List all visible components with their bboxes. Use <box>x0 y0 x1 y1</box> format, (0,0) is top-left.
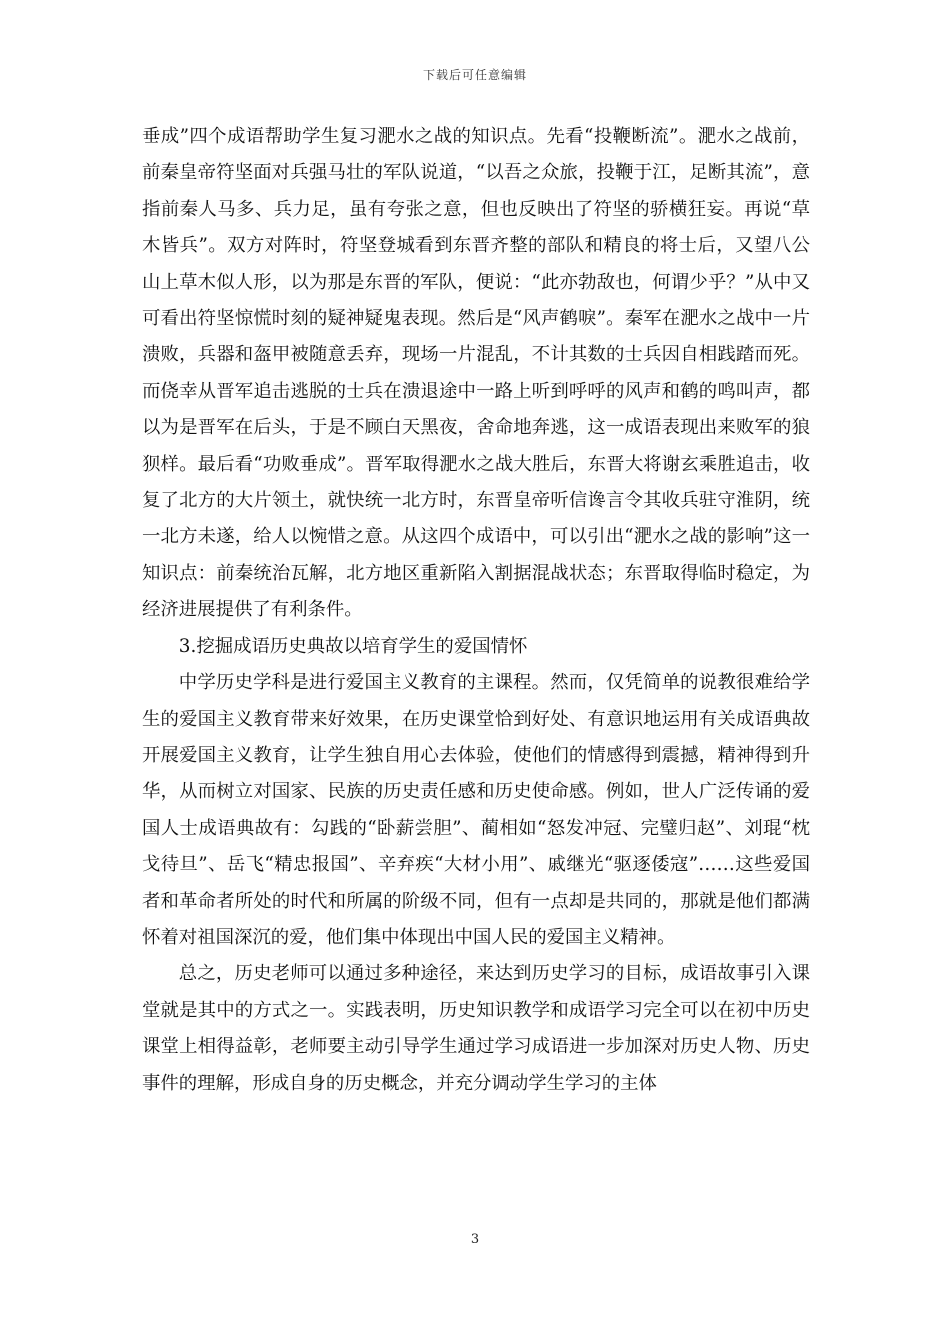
section-heading: 3.挖掘成语历史典故以培育学生的爱国情怀 <box>178 635 528 657</box>
paragraph-patriotism: 中学历史学科是进行爱国主义教育的主课程。然而，仅凭简单的说教很难给学生的爱国主义教育带来好效果，在历史课堂恰到好处、有意识地运用有关成语典故开展爱国主义教育，让学生独自用心去体验，使他们的情感得到震撼，精神得到升华，从而树立对国家、民族的历史责任感和历史使命感。例如，世人广泛传诵的爱国人士成语典故有：勾践的“卧薪尝胆”、蔺相如“怒发冲冠、完璧归赵”、刘琨“枕戈待旦”、岳飞“精忠报国”、辛弃疾“大材小用”、戚继光“驱逐倭寇”……这些爱国者和革命者所处的时代和所属的阶级不同，但有一点却是共同的，那就是他们都满怀着对祖国深沉的爱，他们集中体现出中国人民的爱国主义精神。 <box>142 672 810 948</box>
document-body <box>142 119 810 1102</box>
page-number: 3 <box>470 1232 480 1247</box>
header-note: 下载后可任意编辑 <box>422 68 527 82</box>
paragraph-conclusion: 总之，历史老师可以通过多种途径，来达到历史学习的目标，成语故事引入课堂就是其中的方式之一。实践表明，历史知识教学和成语学习完全可以在初中历史课堂上相得益彰，老师要主动引导学生通过学习成语进一步加深对历史人物、历史事件的理解，形成自身的历史概念，并充分调动学生学习的主体 <box>142 963 810 1094</box>
paragraph-feishui-idioms: 垂成”四个成语帮助学生复习淝水之战的知识点。先看“投鞭断流”。淝水之战前，前秦皇帝符坚面对兵强马壮的军队说道，“以吾之众旅，投鞭于江，足断其流”，意指前秦人马多、兵力足，虽有夸张之意，但也反映出了符坚的骄横狂妄。再说“草木皆兵”。双方对阵时，符坚登城看到东晋齐整的部队和精良的将士后，又望八公山上草木似人形，以为那是东晋的军队，便说：“此亦勃敌也，何谓少乎？”从中又可看出符坚惊慌时刻的疑神疑鬼表现。然后是“风声鹤唳”。秦军在淝水之战中一片溃败，兵器和盔甲被随意丢弃，现场一片混乱，不计其数的士兵因自相践踏而死。而侥幸从晋军追击逃脱的士兵在溃退途中一路上听到呼呼的风声和鹤的鸣叫声，都以为是晋军在后头，于是不顾白天黑夜，舍命地奔逃，这一成语表现出来败军的狼狈样。最后看“功败垂成”。晋军取得淝水之战大胜后，东晋大将谢玄乘胜追击，收复了北方的大片领土，就快统一北方时，东晋皇帝听信谗言令其收兵驻守淮阴，统一北方未遂，给人以惋惜之意。从这四个成语中，可以引出“淝水之战的影响”这一知识点：前秦统治瓦解，北方地区重新陷入割据混战状态；东晋取得临时稳定，为经济进展提供了有利条件。 <box>142 126 810 621</box>
